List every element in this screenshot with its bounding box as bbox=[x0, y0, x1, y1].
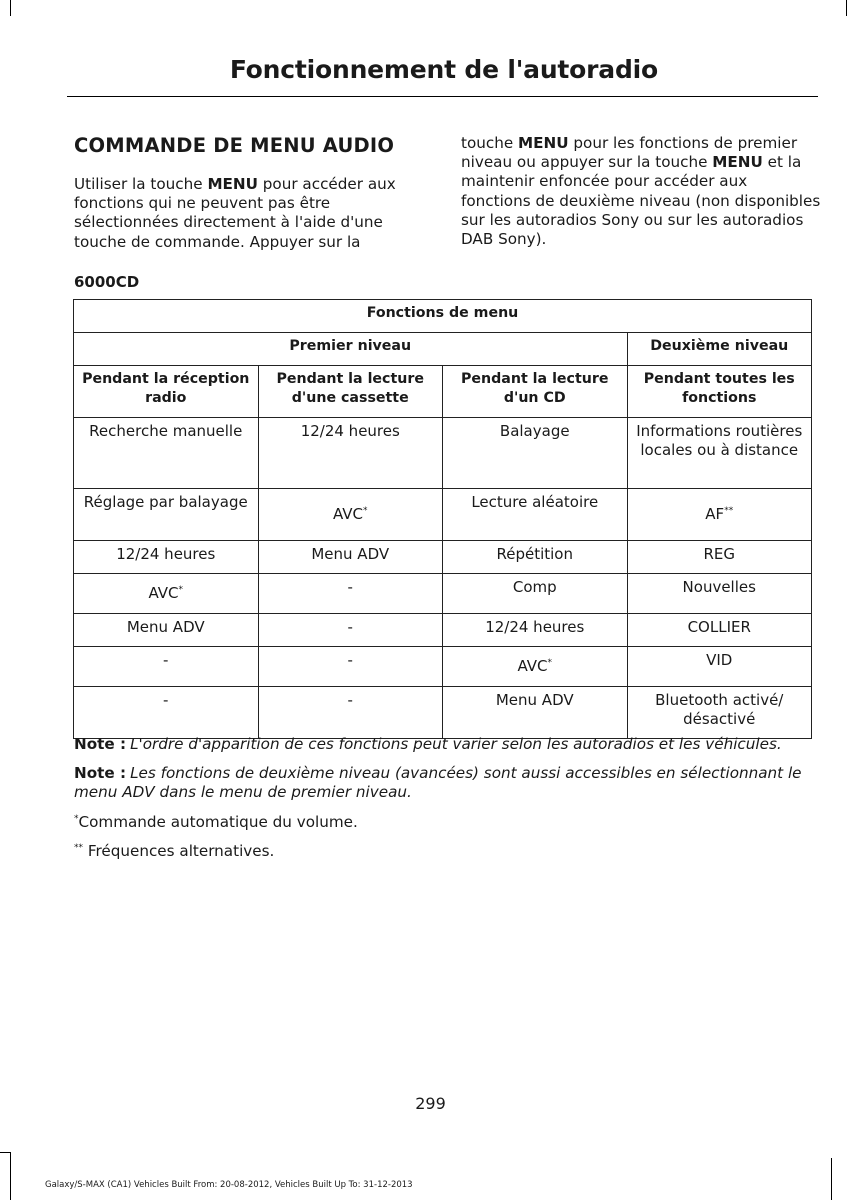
column-header: Pendant toutes les fonctions bbox=[627, 366, 812, 418]
table-cell: - bbox=[74, 687, 259, 739]
table-cell: - bbox=[258, 614, 443, 647]
table-cell: Nouvelles bbox=[627, 574, 812, 614]
table-cell: AF** bbox=[627, 489, 812, 541]
table-cell: Comp bbox=[443, 574, 628, 614]
note-1: Note : L'ordre d'apparition de ces fonctions peut varier selon les autoradios et les véhicules. bbox=[74, 735, 782, 753]
table-cell: 12/24 heures bbox=[74, 541, 259, 574]
crop-mark-top-left bbox=[10, 0, 11, 16]
table-cell: Recherche manuelle bbox=[74, 418, 259, 489]
table-cell: Lecture aléatoire bbox=[443, 489, 628, 541]
table-cell: Menu ADV bbox=[258, 541, 443, 574]
table-cell: REG bbox=[627, 541, 812, 574]
table-cell: VID bbox=[627, 647, 812, 687]
crop-mark-bottom-left bbox=[10, 1152, 11, 1200]
table-row bbox=[74, 647, 812, 687]
table-cell: 12/24 heures bbox=[443, 614, 628, 647]
crop-mark-bottom-left-h bbox=[0, 1152, 10, 1153]
table-cell: AVC* bbox=[258, 489, 443, 541]
table-cell: Répétition bbox=[443, 541, 628, 574]
table-row bbox=[74, 574, 812, 614]
intro-paragraph-2: touche MENU pour les fonctions de premier niveau ou appuyer sur la touche MENU et la maintenir enfoncée pour accéder aux fonctions de deuxième niveau (non disponibles sur les autoradios Sony ou sur les autoradios DAB Sony). bbox=[461, 134, 821, 249]
table-cell: Réglage par balayage bbox=[74, 489, 259, 541]
table-row bbox=[74, 489, 812, 541]
table-level2-header: Deuxième niveau bbox=[627, 333, 812, 366]
table-cell: COLLIER bbox=[627, 614, 812, 647]
crop-mark-top-right bbox=[846, 0, 847, 16]
table-row bbox=[74, 418, 812, 489]
footnote-2: ** Fréquences alternatives. bbox=[74, 841, 275, 860]
table-level1-header: Premier niveau bbox=[74, 333, 628, 366]
page-number: 299 bbox=[415, 1094, 446, 1113]
table-cell: AVC* bbox=[74, 574, 259, 614]
table-cell: Balayage bbox=[443, 418, 628, 489]
footnote-1: *Commande automatique du volume. bbox=[74, 812, 358, 831]
table-cell: - bbox=[74, 647, 259, 687]
section-title: COMMANDE DE MENU AUDIO bbox=[74, 134, 395, 157]
column-header: Pendant la réception radio bbox=[74, 366, 259, 418]
table-cell: AVC* bbox=[443, 647, 628, 687]
left-column bbox=[74, 134, 434, 252]
table-cell: Menu ADV bbox=[443, 687, 628, 739]
column-header: Pendant la lecture d'un CD bbox=[443, 366, 628, 418]
table-cell: - bbox=[258, 574, 443, 614]
note-2: Note : Les fonctions de deuxième niveau (avancées) sont aussi accessibles en sélectionnant le menu ADV dans le menu de premier niveau. bbox=[74, 764, 802, 802]
right-column bbox=[461, 134, 821, 249]
table-cell: Bluetooth activé/ désactivé bbox=[627, 687, 812, 739]
table-title: Fonctions de menu bbox=[74, 300, 812, 333]
table-cell: - bbox=[258, 647, 443, 687]
crop-mark-bottom-right bbox=[831, 1158, 832, 1200]
table-cell: Menu ADV bbox=[74, 614, 259, 647]
page-footer: Galaxy/S-MAX (CA1) Vehicles Built From: 20-08-2012, Vehicles Built Up To: 31-12-2013 bbox=[45, 1180, 413, 1190]
table-cell: 12/24 heures bbox=[258, 418, 443, 489]
header-rule bbox=[67, 96, 818, 97]
intro-paragraph-1: Utiliser la touche MENU pour accéder aux fonctions qui ne peuvent pas être sélectionnées directement à l'aide d'une touche de commande. Appuyer sur la bbox=[74, 175, 396, 251]
table-row bbox=[74, 541, 812, 574]
table-cell: Informations routières locales ou à distance bbox=[627, 418, 812, 489]
model-subheading: 6000CD bbox=[74, 273, 140, 291]
table-row bbox=[74, 614, 812, 647]
table-cell: - bbox=[258, 687, 443, 739]
menu-functions-table bbox=[73, 299, 812, 739]
notes-block bbox=[74, 735, 819, 871]
page-title: Fonctionnement de l'autoradio bbox=[229, 55, 658, 84]
column-header: Pendant la lecture d'une cassette bbox=[258, 366, 443, 418]
table-row bbox=[74, 687, 812, 739]
